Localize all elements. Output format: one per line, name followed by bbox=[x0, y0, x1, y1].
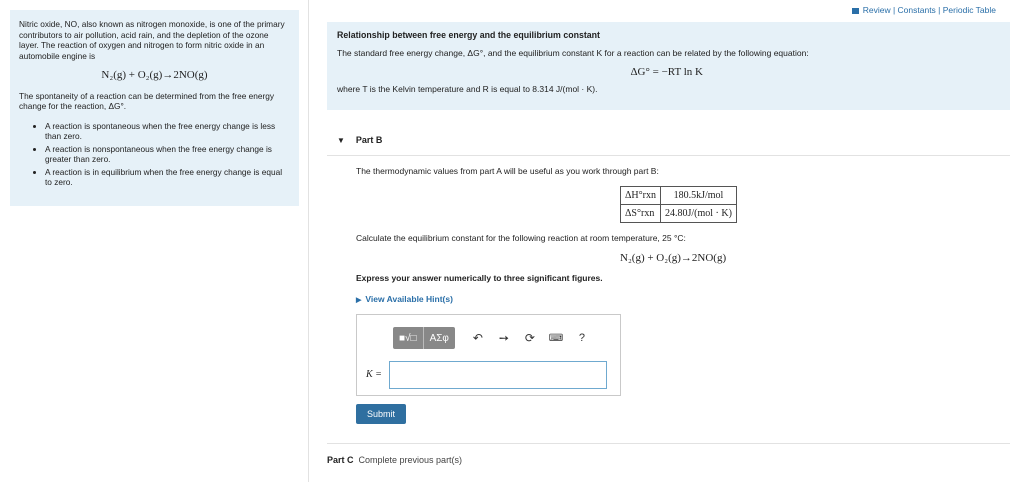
relationship-equation: ΔG° = −RT ln K bbox=[630, 66, 703, 78]
periodic-table-link[interactable]: Periodic Table bbox=[942, 5, 996, 15]
relationship-panel bbox=[327, 22, 1010, 110]
thermo-table bbox=[620, 186, 737, 223]
review-link[interactable]: Review bbox=[862, 5, 891, 15]
part-c-title: Part C bbox=[327, 455, 354, 465]
part-b-title: Part B bbox=[355, 135, 383, 145]
table-row bbox=[621, 205, 737, 223]
link-separator: | bbox=[935, 5, 943, 15]
answer-box bbox=[356, 314, 621, 396]
k-answer-input[interactable] bbox=[389, 361, 607, 389]
greek-symbols-button[interactable]: AΣφ bbox=[423, 327, 455, 349]
part-c-divider bbox=[327, 443, 1010, 444]
intro-bullets bbox=[19, 121, 290, 188]
part-c-status: Complete previous part(s) bbox=[358, 455, 463, 465]
math-toolbar bbox=[393, 327, 591, 349]
bullet-equilibrium: • A reaction is in equilibrium when the free energy change is equal to zero. bbox=[45, 167, 290, 188]
keyboard-icon[interactable]: ⌨ bbox=[548, 332, 564, 344]
view-hints-link[interactable] bbox=[356, 294, 453, 304]
relationship-where: where T is the Kelvin temperature and R is equal to 8.314 J/(mol · K). bbox=[337, 84, 598, 94]
templates-button[interactable]: ■√□ bbox=[399, 332, 417, 344]
table-cell-label: ΔS°rxn bbox=[621, 205, 661, 223]
table-cell-value: 24.80J/(mol · K) bbox=[660, 205, 736, 223]
intro-spontaneity-paragraph: The spontaneity of a reaction can be determined from the free energy change for the reaction, ΔG°. bbox=[19, 90, 275, 111]
table-row bbox=[621, 187, 737, 205]
table-cell-value: 180.5kJ/mol bbox=[660, 187, 736, 205]
k-label: K = bbox=[366, 369, 382, 380]
undo-icon[interactable]: ↶ bbox=[472, 331, 483, 345]
reaction-equation: N₂(g) + O₂(g)→2NO(g) bbox=[620, 252, 727, 264]
help-button[interactable]: ? bbox=[578, 332, 585, 344]
relationship-title: Relationship between free energy and the equilibrium constant bbox=[337, 30, 600, 40]
bullet-spontaneous: • A reaction is spontaneous when the free energy change is less than zero. bbox=[45, 121, 290, 142]
part-c-row bbox=[327, 455, 462, 465]
intro-paragraph: Nitric oxide, NO, also known as nitrogen monoxide, is one of the primary contributors to air pollution, acid rain, and the depletion of the ozone layer. The reaction of oxygen and nitrogen to form nitric oxide in an automobile engine is bbox=[19, 19, 285, 61]
bullet-nonspontaneous: • A reaction is nonspontaneous when the free energy change is greater than zero. bbox=[45, 144, 290, 165]
toolbar-button-group bbox=[393, 327, 455, 349]
table-cell-label: ΔH°rxn bbox=[621, 187, 661, 205]
link-separator: | bbox=[890, 5, 898, 15]
part-b-divider bbox=[327, 155, 1010, 156]
intro-equation: N₂(g) + O₂(g)→2NO(g) bbox=[101, 69, 208, 81]
intro-panel bbox=[10, 10, 299, 206]
hint-triangle-icon: ▶ bbox=[356, 297, 362, 304]
thermo-text: The thermodynamic values from part A will be useful as you work through part B: bbox=[356, 166, 659, 176]
hints-label: View Available Hint(s) bbox=[365, 294, 453, 304]
relationship-description: The standard free energy change, ΔG°, and the equilibrium constant K for a reaction can be related by the following equation: bbox=[337, 48, 809, 58]
reset-icon[interactable]: ⟳ bbox=[524, 331, 535, 345]
top-links bbox=[852, 5, 996, 15]
collapse-triangle-icon[interactable]: ▼ bbox=[337, 136, 345, 145]
review-icon bbox=[852, 8, 859, 14]
redo-icon[interactable]: ➙ bbox=[498, 331, 509, 345]
submit-button[interactable]: Submit bbox=[356, 404, 406, 424]
column-divider bbox=[308, 0, 309, 482]
calculate-instruction: Calculate the equilibrium constant for the following reaction at room temperature, 25 °C: bbox=[356, 233, 686, 243]
constants-link[interactable]: Constants bbox=[897, 5, 936, 15]
part-b-header[interactable] bbox=[337, 135, 382, 145]
express-instruction: Express your answer numerically to three significant figures. bbox=[356, 273, 603, 283]
